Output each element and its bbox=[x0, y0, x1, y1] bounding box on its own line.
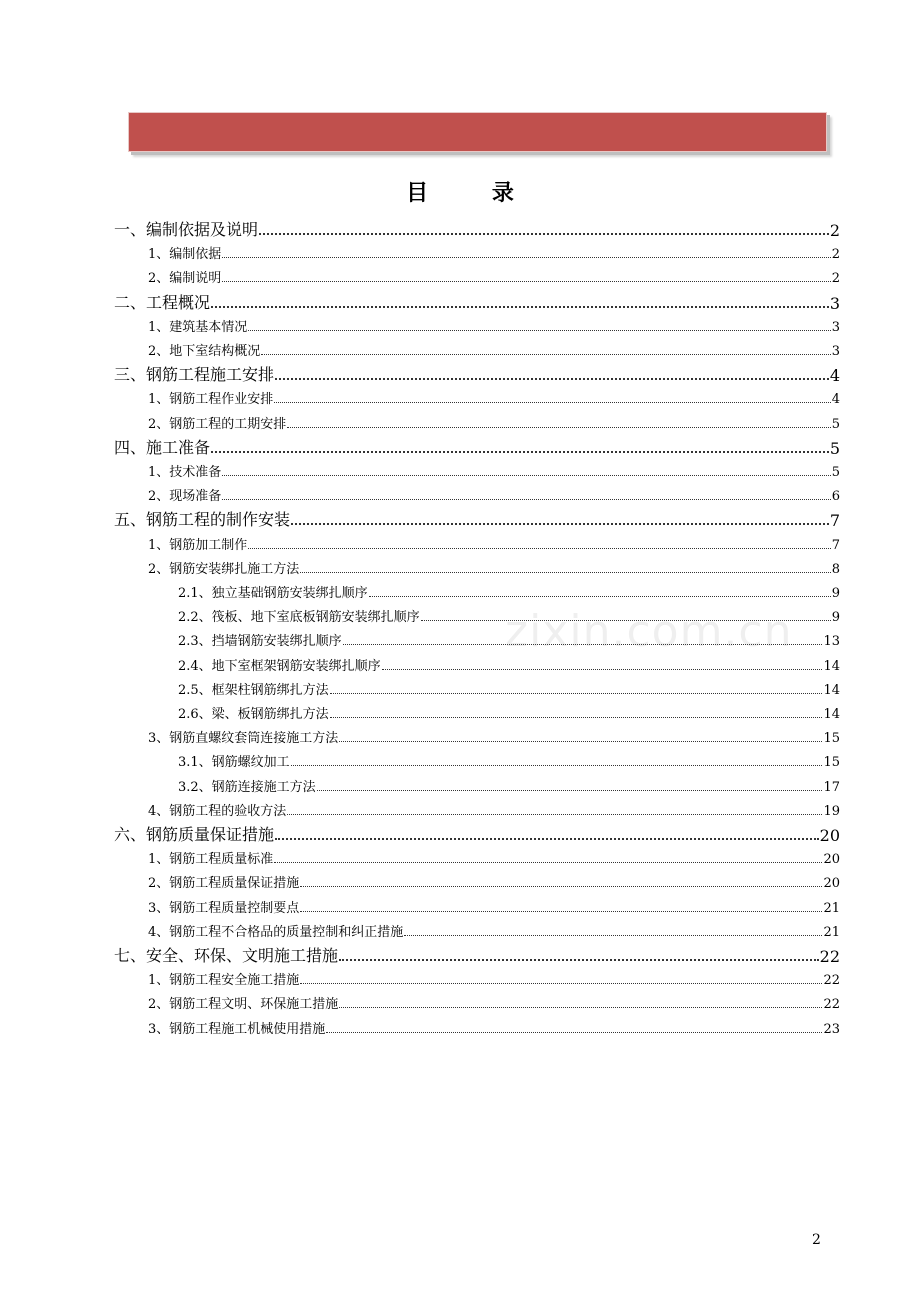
toc-entry-page: 9 bbox=[831, 586, 840, 601]
toc-entry-label: 四、施工准备 bbox=[114, 437, 211, 457]
toc-entry-page: 2 bbox=[831, 271, 840, 287]
toc-dot-leader bbox=[382, 669, 823, 670]
toc-entry[interactable] bbox=[114, 218, 840, 240]
toc-entry[interactable] bbox=[148, 992, 840, 1012]
toc-entry-label: 2.6、梁、板钢筋绑扎方法 bbox=[178, 707, 329, 722]
toc-dot-leader bbox=[369, 596, 831, 597]
toc-dot-leader bbox=[248, 548, 830, 549]
toc-entry-label: 3.2、钢筋连接施工方法 bbox=[178, 779, 316, 795]
toc-entry-page: 7 bbox=[831, 537, 840, 553]
toc-entry[interactable] bbox=[148, 871, 840, 891]
toc-entry-label: 3.1、钢筋螺纹加工 bbox=[178, 755, 290, 771]
toc-entry-label: 2.1、独立基础钢筋安装绑扎顺序 bbox=[178, 586, 368, 601]
toc-dot-leader bbox=[300, 886, 822, 887]
toc-entry-page: 22 bbox=[823, 973, 840, 989]
watermark-text: zixin.com.cn bbox=[505, 606, 793, 657]
toc-dot-leader bbox=[330, 717, 823, 718]
toc-entry[interactable] bbox=[148, 533, 840, 553]
toc-entry-page: 4 bbox=[829, 366, 840, 386]
toc-entry[interactable] bbox=[114, 508, 840, 530]
toc-entry[interactable] bbox=[148, 460, 840, 480]
toc-dot-leader bbox=[339, 1007, 822, 1008]
toc-dot-leader bbox=[222, 281, 830, 282]
toc-entry-label: 2.5、框架柱钢筋绑扎方法 bbox=[178, 682, 329, 698]
toc-entry-page: 22 bbox=[819, 947, 840, 966]
toc-entry[interactable] bbox=[178, 581, 840, 601]
toc-entry[interactable] bbox=[178, 678, 840, 698]
toc-entry-label: 1、建筑基本情况 bbox=[148, 319, 248, 335]
toc-entry[interactable] bbox=[148, 484, 840, 504]
toc-entry-page: 20 bbox=[819, 826, 840, 845]
toc-dot-leader bbox=[317, 790, 823, 791]
toc-entry[interactable] bbox=[178, 702, 840, 722]
toc-entry-page: 3 bbox=[831, 319, 840, 335]
toc-entry-page: 2 bbox=[831, 247, 840, 263]
toc-dot-leader bbox=[274, 862, 822, 863]
toc-entry-page: 14 bbox=[823, 682, 840, 698]
toc-entry-label: 3、钢筋工程质量控制要点 bbox=[148, 900, 300, 916]
toc-dot-leader bbox=[259, 233, 829, 235]
toc-entry-page: 15 bbox=[823, 755, 840, 771]
toc-entry-label: 2、地下室结构概况 bbox=[148, 344, 261, 359]
toc-dot-leader bbox=[300, 983, 822, 984]
toc-entry-label: 二、工程概况 bbox=[114, 292, 211, 312]
toc-entry-page: 3 bbox=[831, 344, 840, 359]
toc-entry[interactable] bbox=[114, 363, 840, 385]
toc-entry[interactable] bbox=[114, 436, 840, 458]
toc-entry-page: 20 bbox=[823, 852, 840, 868]
toc-entry[interactable] bbox=[114, 823, 840, 845]
toc-dot-leader bbox=[330, 693, 823, 694]
toc-entry-page: 6 bbox=[831, 489, 840, 505]
toc-dot-leader bbox=[291, 765, 823, 766]
toc-dot-leader bbox=[339, 741, 822, 742]
toc-entry[interactable] bbox=[148, 339, 840, 359]
toc-entry-label: 2、钢筋工程的工期安排 bbox=[148, 416, 287, 432]
toc-entry-page: 14 bbox=[823, 658, 840, 674]
toc-entry[interactable] bbox=[178, 775, 840, 795]
toc-dot-leader bbox=[300, 572, 830, 573]
toc-entry-label: 4、钢筋工程不合格品的质量控制和纠正措施 bbox=[148, 924, 404, 940]
toc-entry-label: 三、钢筋工程施工安排 bbox=[114, 365, 275, 385]
toc-entry[interactable] bbox=[114, 944, 840, 966]
toc-entry[interactable] bbox=[148, 847, 840, 867]
toc-entry-label: 2、钢筋工程文明、环保施工措施 bbox=[148, 997, 339, 1013]
toc-entry[interactable] bbox=[148, 968, 840, 988]
toc-entry-page: 21 bbox=[823, 924, 840, 940]
toc-entry[interactable] bbox=[114, 291, 840, 313]
toc-entry-label: 1、钢筋工程安全施工措施 bbox=[148, 973, 300, 989]
toc-dot-leader bbox=[291, 523, 829, 525]
toc-dot-leader bbox=[222, 475, 830, 476]
toc-entry-label: 2.3、挡墙钢筋安装绑扎顺序 bbox=[178, 634, 342, 650]
toc-entry-label: 2、编制说明 bbox=[148, 271, 222, 287]
toc-entry-page: 22 bbox=[823, 997, 840, 1013]
toc-dot-leader bbox=[300, 911, 822, 912]
toc-dot-leader bbox=[339, 959, 819, 961]
toc-entry-page: 3 bbox=[829, 293, 840, 313]
toc-entry-page: 5 bbox=[829, 438, 840, 458]
toc-entry-page: 7 bbox=[829, 511, 840, 531]
toc-dot-leader bbox=[326, 1032, 822, 1033]
toc-entry-page: 4 bbox=[831, 392, 840, 408]
toc-entry-page: 8 bbox=[831, 561, 840, 577]
toc-entry-page: 19 bbox=[823, 803, 840, 819]
toc-entry-label: 1、钢筋加工制作 bbox=[148, 537, 248, 553]
toc-entry[interactable] bbox=[148, 266, 840, 286]
toc-entry-label: 五、钢筋工程的制作安装 bbox=[114, 510, 291, 530]
toc-entry-page: 5 bbox=[831, 416, 840, 432]
toc-entry-label: 2、钢筋安装绑扎施工方法 bbox=[148, 561, 300, 577]
toc-dot-leader bbox=[248, 330, 830, 331]
toc-entry-label: 1、技术准备 bbox=[148, 465, 222, 480]
toc-entry-label: 2、钢筋工程质量保证措施 bbox=[148, 876, 300, 892]
toc-entry-page: 20 bbox=[823, 876, 840, 892]
toc-dot-leader bbox=[404, 935, 822, 936]
toc-entry-page: 13 bbox=[823, 634, 840, 650]
toc-entry[interactable] bbox=[148, 557, 840, 577]
toc-entry-label: 2、现场准备 bbox=[148, 489, 222, 505]
toc-entry-page: 21 bbox=[823, 900, 840, 916]
toc-entry-page: 23 bbox=[823, 1021, 840, 1037]
toc-dot-leader bbox=[222, 499, 830, 500]
toc-entry-label: 4、钢筋工程的验收方法 bbox=[148, 803, 287, 819]
toc-entry[interactable] bbox=[148, 412, 840, 432]
toc-entry[interactable] bbox=[148, 387, 840, 407]
toc-dot-leader bbox=[222, 257, 830, 258]
toc-dot-leader bbox=[275, 378, 829, 380]
toc-dot-leader bbox=[287, 427, 830, 428]
toc-entry-label: 2.4、地下室框架钢筋安装绑扎顺序 bbox=[178, 658, 381, 674]
toc-entry-label: 六、钢筋质量保证措施 bbox=[114, 825, 275, 844]
toc-entry-page: 9 bbox=[831, 610, 840, 626]
toc-dot-leader bbox=[275, 838, 819, 840]
toc-entry-label: 1、钢筋工程质量标准 bbox=[148, 852, 274, 868]
toc-entry[interactable] bbox=[178, 750, 840, 770]
toc-entry-label: 3、钢筋直螺纹套筒连接施工方法 bbox=[148, 731, 339, 747]
toc-entry[interactable] bbox=[148, 315, 840, 335]
toc-dot-leader bbox=[274, 402, 830, 403]
toc-entry-label: 1、钢筋工程作业安排 bbox=[148, 392, 274, 408]
toc-entry[interactable] bbox=[148, 896, 840, 916]
toc-entry-page: 17 bbox=[823, 779, 840, 795]
toc-entry-label: 3、钢筋工程施工机械使用措施 bbox=[148, 1021, 326, 1037]
page-number: 2 bbox=[812, 1232, 821, 1248]
toc-entry[interactable] bbox=[148, 799, 840, 819]
toc-dot-leader bbox=[261, 354, 830, 355]
toc-entry-label: 一、编制依据及说明 bbox=[114, 220, 259, 239]
toc-dot-leader bbox=[211, 451, 829, 453]
toc-entry-page: 2 bbox=[829, 221, 840, 240]
toc-entry[interactable] bbox=[148, 1017, 840, 1037]
toc-entry-label: 2.2、筏板、地下室底板钢筋安装绑扎顺序 bbox=[178, 610, 420, 626]
toc-dot-leader bbox=[211, 306, 829, 308]
toc-entry-label: 七、安全、环保、文明施工措施 bbox=[114, 946, 339, 965]
toc-entry[interactable] bbox=[148, 726, 840, 746]
header-banner bbox=[128, 112, 827, 152]
toc-entry-page: 5 bbox=[831, 465, 840, 480]
toc-title: 目 录 bbox=[406, 181, 542, 206]
toc-entry-page: 14 bbox=[823, 707, 840, 722]
toc-dot-leader bbox=[287, 814, 822, 815]
toc-entry[interactable] bbox=[148, 242, 840, 262]
toc-entry-label: 1、编制依据 bbox=[148, 247, 222, 263]
toc-entry[interactable] bbox=[148, 920, 840, 940]
toc-entry-page: 15 bbox=[823, 731, 840, 747]
